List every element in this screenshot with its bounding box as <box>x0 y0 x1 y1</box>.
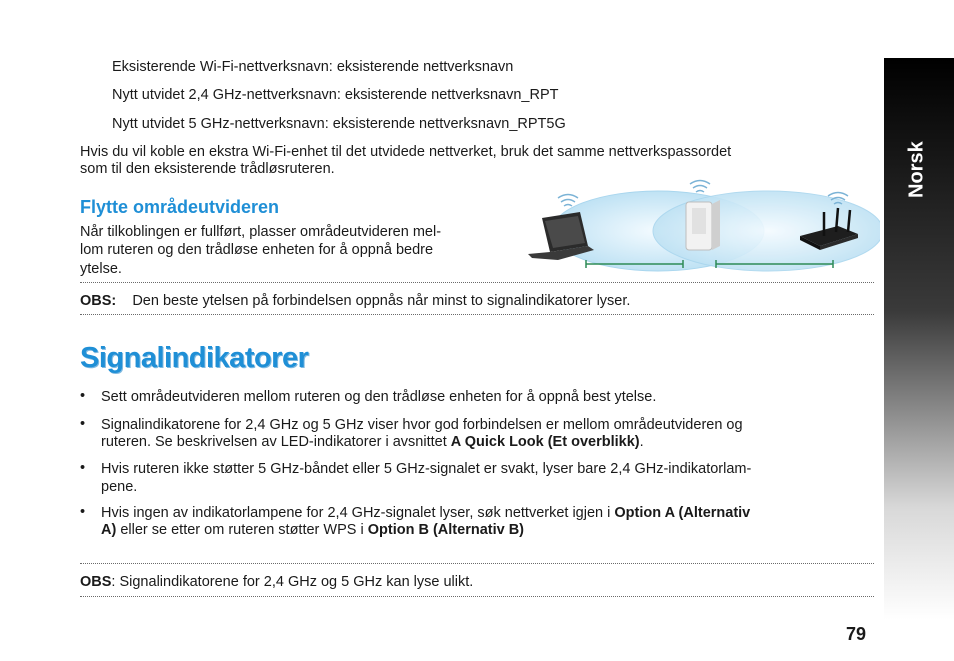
network-name-line-3: Nytt utvidet 5 GHz-nettverksnavn: eksisterende nettverksnavn_RPT5G <box>112 116 566 132</box>
bullet-2-line-2 <box>101 433 644 451</box>
note-2 <box>80 573 473 591</box>
option-b-reference: Option B (Alternativ B) <box>367 522 525 538</box>
language-label: Norsk <box>905 141 928 199</box>
bullet-2-period: . <box>639 434 644 450</box>
bullet-4-text-mid: eller se etter om ruteren støtter WPS i <box>116 522 368 538</box>
move-body-line-3: ytelse. <box>80 261 122 277</box>
bullet-2-text: ruteren. Se beskrivelsen av LED-indikatorer i avsnittet <box>101 434 451 450</box>
bullet-marker-3: • <box>80 460 86 476</box>
intro-paragraph-line-1: Hvis du vil koble en ekstra Wi-Fi-enhet til det utvidede nettverket, bruk det samme nettverkspassordet <box>80 144 732 160</box>
wifi-signal-icon-laptop <box>558 195 578 207</box>
note-divider-top <box>80 282 874 283</box>
network-name-line-2: Nytt utvidet 2,4 GHz-nettverksnavn: eksisterende nettverksnavn_RPT <box>112 87 559 103</box>
bullet-2-line-1: Signalindikatorene for 2,4 GHz og 5 GHz viser hvor god forbindelsen er mellom områdeutvideren og <box>101 417 743 433</box>
quick-look-reference: A Quick Look (Et overblikk) <box>450 434 640 450</box>
placement-illustration <box>528 176 880 276</box>
move-body-line-1: Når tilkoblingen er fullført, plasser områdeutvideren mel- <box>80 224 442 240</box>
note-1 <box>80 292 630 310</box>
signal-indicators-heading: Signalindikatorer <box>80 342 309 374</box>
page-number: 79 <box>846 624 867 644</box>
bullet-3-line-2: pene. <box>101 479 138 495</box>
bullet-marker-2: • <box>80 416 86 432</box>
intro-paragraph-line-2: som til den eksisterende trådløsruteren. <box>80 161 335 177</box>
note-1-text: Den beste ytelsen på forbindelsen oppnås når minst to signalindikatorer lyser. <box>132 293 631 309</box>
network-name-line-1: Eksisterende Wi-Fi-nettverksnavn: eksisterende nettverksnavn <box>112 59 514 75</box>
note-2-divider-top <box>80 563 874 564</box>
note-divider-bottom <box>80 314 874 315</box>
bullet-4-line-2 <box>101 521 524 539</box>
option-a-reference-end: A) <box>101 522 117 538</box>
bullet-4-line-1 <box>101 504 750 522</box>
move-extender-heading: Flytte områdeutvideren <box>80 197 280 217</box>
bullet-1-text: Sett områdeutvideren mellom ruteren og den trådløse enheten for å oppnå best ytelse. <box>101 389 657 405</box>
bullet-3-line-1: Hvis ruteren ikke støtter 5 GHz-båndet eller 5 GHz-signalet er svakt, lyser bare 2,4 GHz-indikatorlam- <box>101 461 752 477</box>
wifi-signal-icon-extender <box>690 181 710 193</box>
note-2-divider-bottom <box>80 596 874 597</box>
note-2-label: OBS <box>80 574 112 590</box>
move-body-line-2: lom ruteren og den trådløse enheten for å oppnå bedre <box>80 242 434 258</box>
range-extender-icon <box>686 200 720 250</box>
bullet-4-text: Hvis ingen av indikatorlampene for 2,4 GHz-signalet lyser, søk nettverket igjen i <box>101 505 615 521</box>
option-a-reference: Option A (Alternativ <box>614 505 751 521</box>
bullet-marker-1: • <box>80 388 86 404</box>
bullet-marker-4: • <box>80 504 86 520</box>
note-1-label: OBS: <box>80 293 117 309</box>
note-2-text: : Signalindikatorene for 2,4 GHz og 5 GHz kan lyse ulikt. <box>111 574 474 590</box>
